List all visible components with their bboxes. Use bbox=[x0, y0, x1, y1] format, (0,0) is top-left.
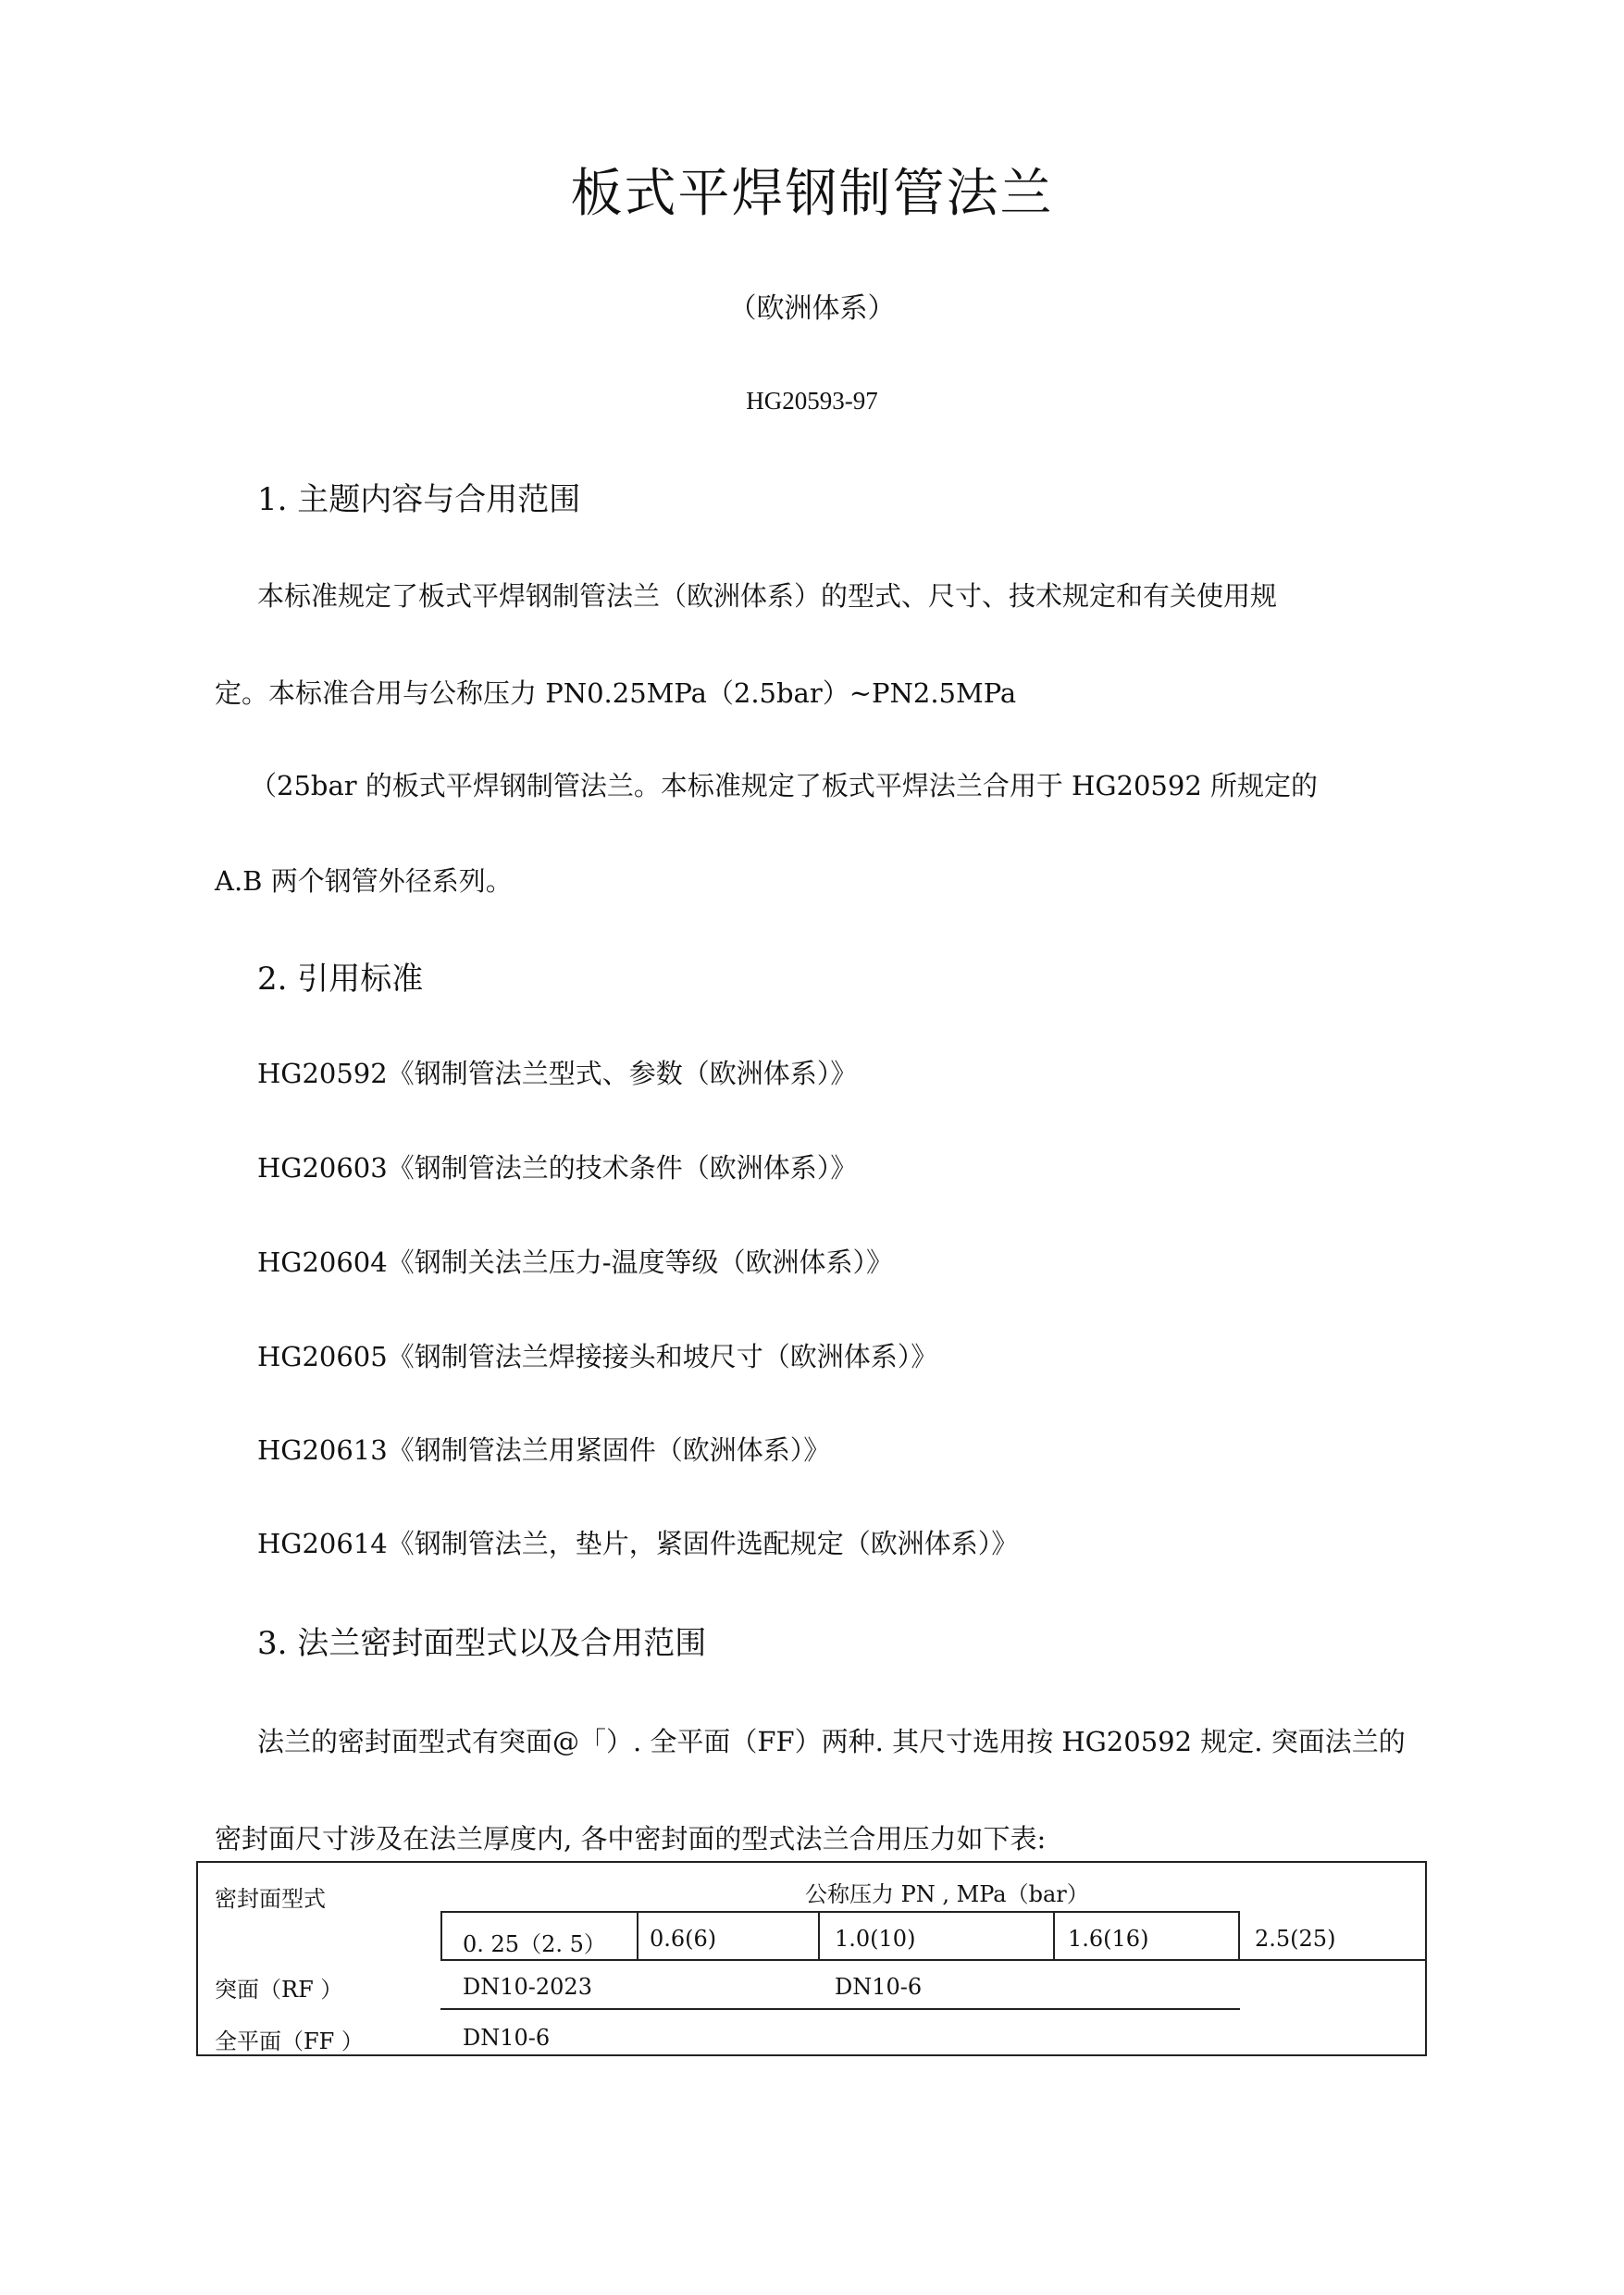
table-line bbox=[440, 1911, 1240, 1913]
table-line bbox=[1238, 1911, 1240, 1961]
reference-item: HG20603《钢制管法兰的技术条件（欧洲体系）》 bbox=[257, 1152, 858, 1184]
document-title: 板式平焊钢制管法兰 bbox=[570, 164, 1054, 224]
pressure-class: 2.5(25) bbox=[1255, 1926, 1336, 1952]
reference-item: HG20613《钢制管法兰用紧固件（欧洲体系）》 bbox=[257, 1434, 831, 1466]
reference-item: HG20614《钢制管法兰，垫片，紧固件选配规定（欧洲体系）》 bbox=[257, 1528, 1019, 1559]
standard-code: HG20593-97 bbox=[746, 387, 878, 415]
reference-item: HG20592《钢制管法兰型式、参数（欧洲体系）》 bbox=[257, 1058, 858, 1089]
row-type-rf: 突面（RF ） bbox=[215, 1977, 343, 2003]
section2-heading: 2. 引用标准 bbox=[257, 961, 424, 998]
table-line bbox=[637, 1911, 638, 1961]
pressure-class: 1.0(10) bbox=[835, 1926, 916, 1952]
pressure-class: 0.6(6) bbox=[650, 1926, 717, 1952]
section3-para-line2: 密封面尺寸涉及在法兰厚度内, 各中密封面的型式法兰合用压力如下表: bbox=[215, 1823, 1047, 1855]
table-line bbox=[440, 2008, 1240, 2010]
table-line bbox=[818, 1911, 820, 1961]
table-header-pressure: 公称压力 PN , MPa（bar） bbox=[805, 1881, 1089, 1907]
pressure-class: 1.6(16) bbox=[1068, 1926, 1149, 1952]
row-rf-range-b: DN10-6 bbox=[835, 1974, 923, 2000]
table-line bbox=[440, 1911, 442, 1961]
section1-para1-line1: 本标准规定了板式平焊钢制管法兰（欧洲体系）的型式、尺寸、技术规定和有关使用规 bbox=[257, 580, 1278, 612]
table-line bbox=[1053, 1911, 1055, 1961]
section3-para-line1: 法兰的密封面型式有突面@「）. 全平面（FF）两种. 其尺寸选用按 HG20592 规定. 突面法兰的 bbox=[257, 1726, 1406, 1757]
section1-para2-line1: （25bar 的板式平焊钢制管法兰。本标准规定了板式平焊法兰合用于 HG20592 所规定的 bbox=[250, 770, 1318, 801]
section3-heading: 3. 法兰密封面型式以及合用范围 bbox=[257, 1625, 707, 1662]
reference-item: HG20604《钢制关法兰压力-温度等级（欧洲体系）》 bbox=[257, 1247, 894, 1278]
row-ff-range-a: DN10-6 bbox=[463, 2025, 551, 2051]
document-subtitle: （欧洲体系） bbox=[728, 292, 896, 325]
row-rf-range-a: DN10-2023 bbox=[463, 1974, 592, 2000]
reference-item: HG20605《钢制管法兰焊接接头和坡尺寸（欧洲体系）》 bbox=[257, 1341, 938, 1372]
row-type-ff: 全平面（FF ） bbox=[215, 2028, 364, 2054]
table-line bbox=[440, 1959, 1427, 1961]
section1-heading: 1. 主题内容与合用范围 bbox=[257, 481, 581, 518]
section1-para2-line2: A.B 两个钢管外径系列。 bbox=[215, 865, 513, 897]
pressure-class: 0. 25（2. 5） bbox=[463, 1931, 606, 1957]
table-header-type: 密封面型式 bbox=[215, 1886, 326, 1912]
section1-para1-line2: 定。本标准合用与公称压力 PN0.25MPa（2.5bar）~PN2.5MPa bbox=[215, 677, 1017, 709]
